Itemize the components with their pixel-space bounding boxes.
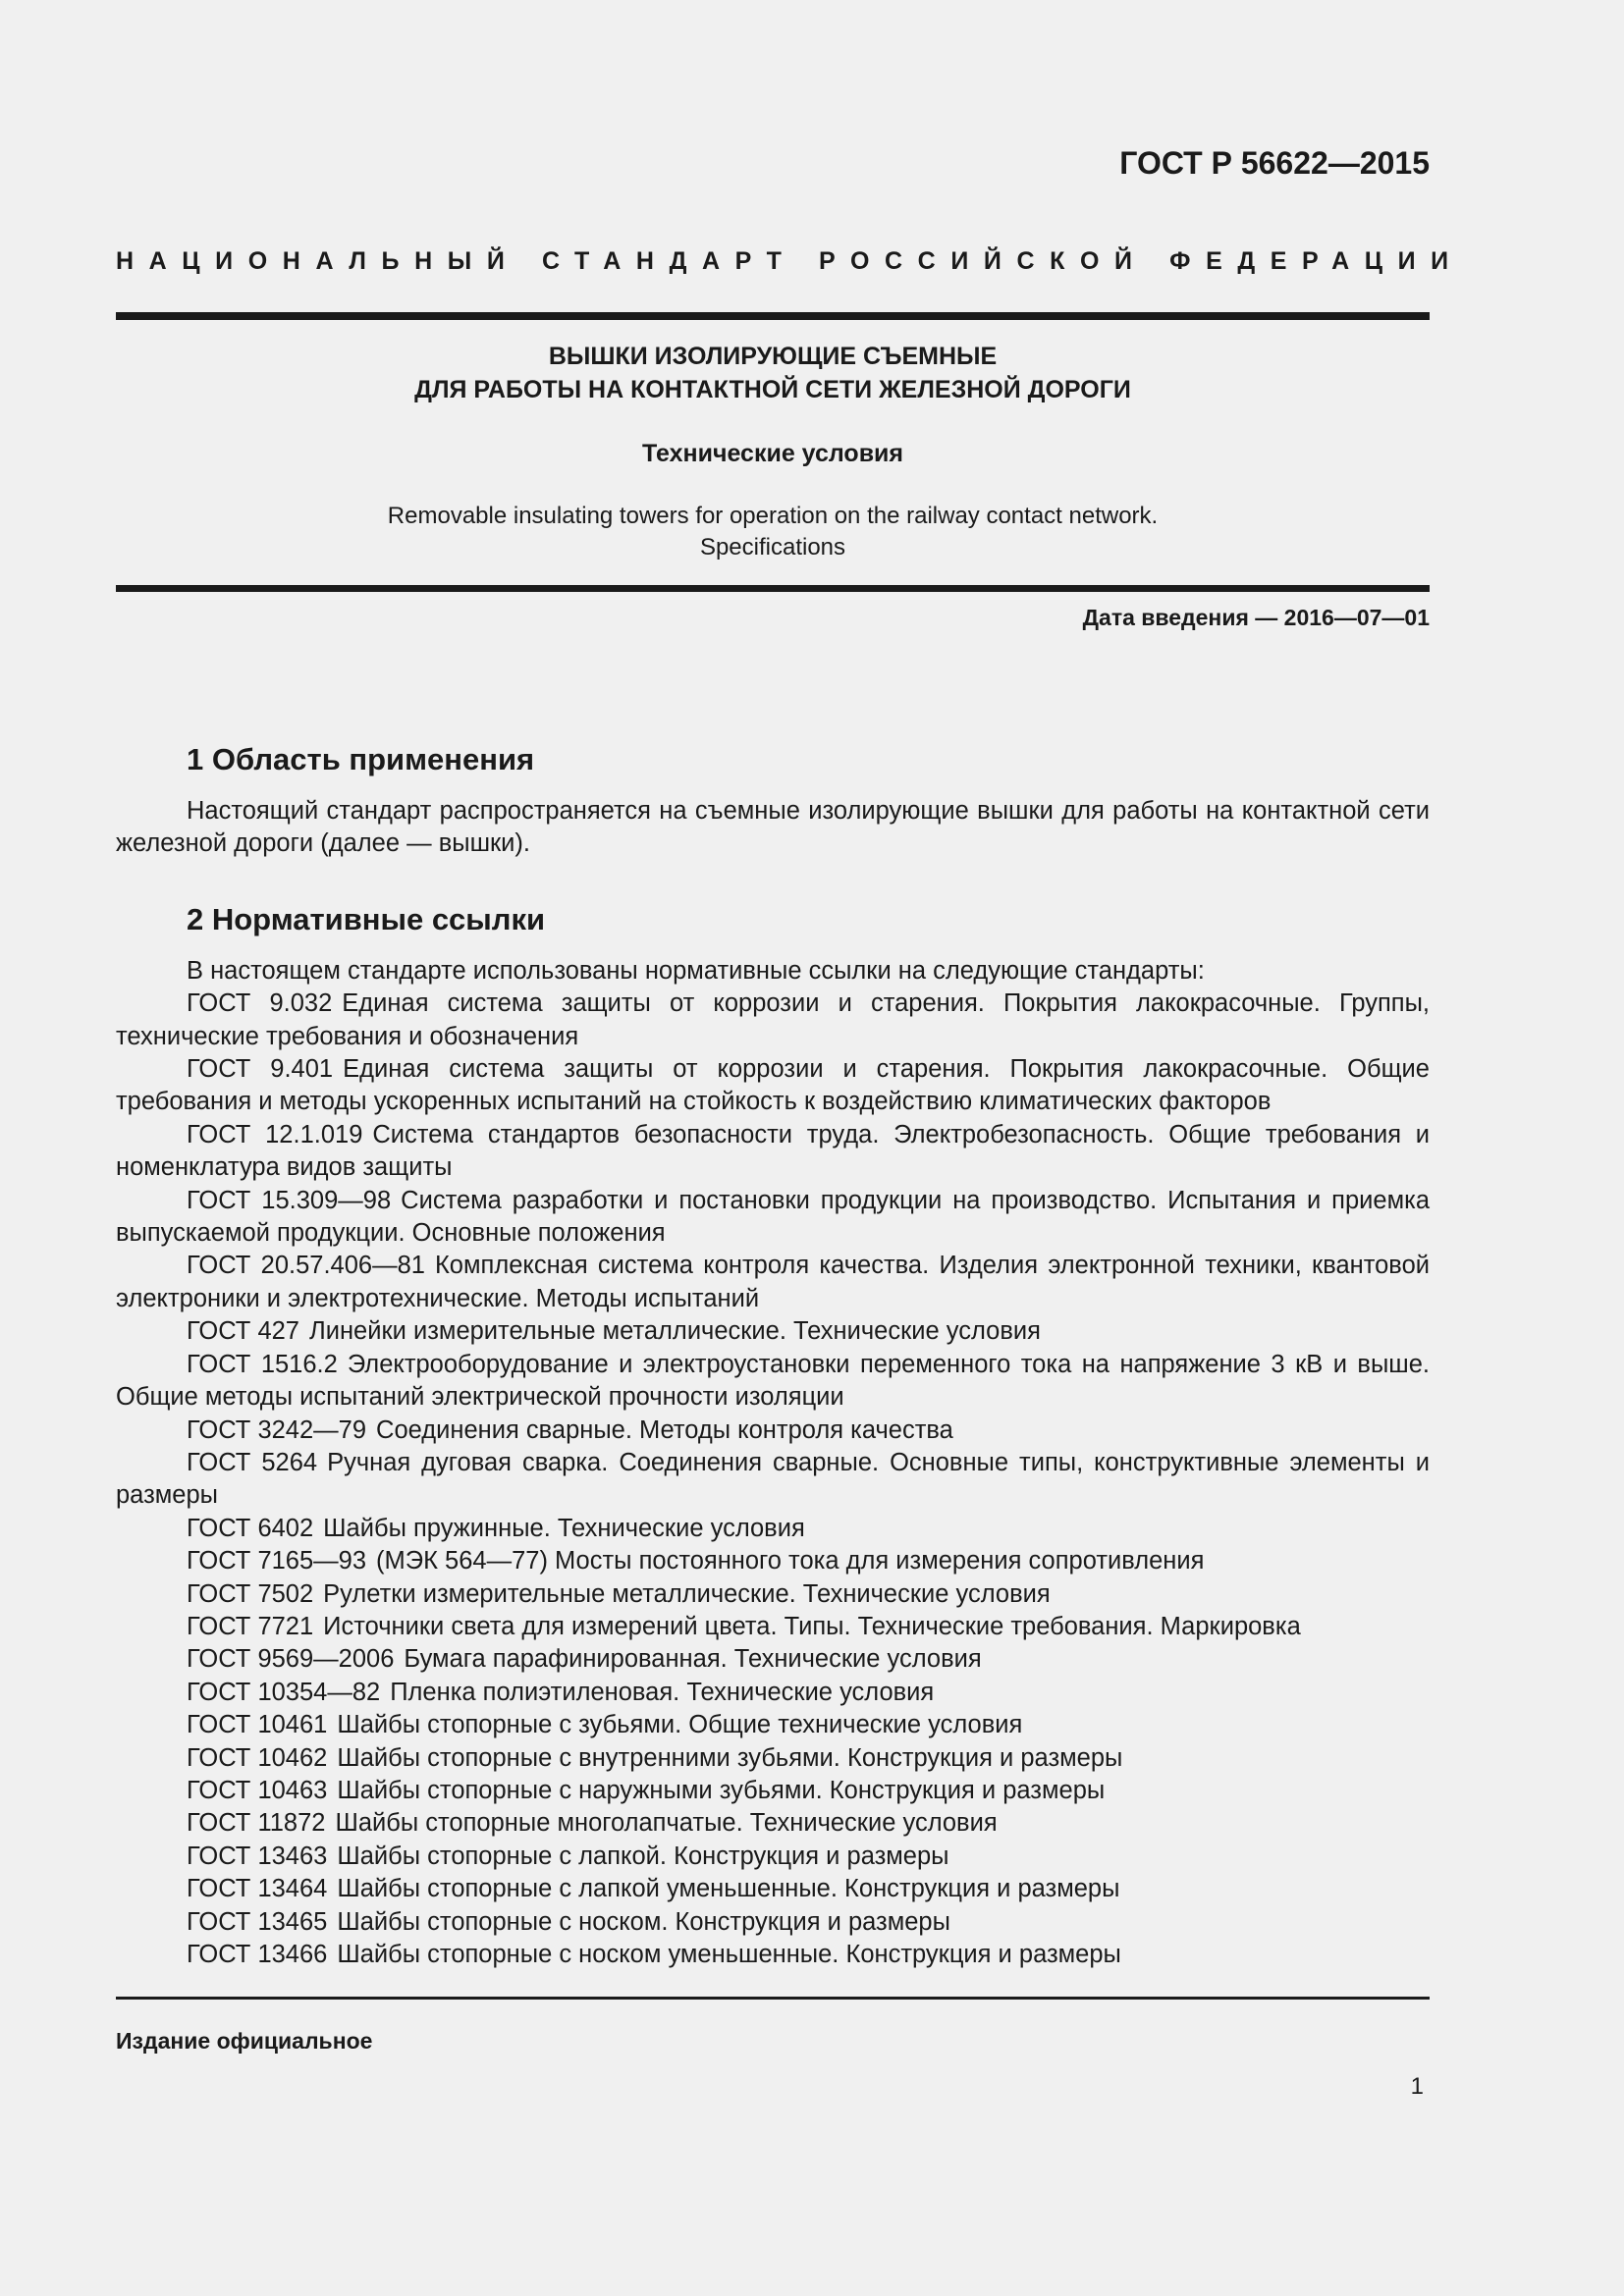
official-edition-label: Издание официальное (116, 2028, 373, 2054)
reference-item (116, 1447, 1430, 1513)
english-title-line-2: Specifications (699, 534, 846, 561)
reference-text: Шайбы стопорные с зубьями. Общие технические условия (337, 1711, 1023, 1739)
reference-item (116, 1742, 1430, 1775)
reference-text: Комплексная система контроля качества. Изделия электронной техники, квантовой электроники и электротехнические. Методы испытаний (116, 1252, 1430, 1312)
top-rule (116, 312, 1430, 320)
reference-code: ГОСТ 10462 (187, 1743, 328, 1772)
reference-text: Единая система защиты от коррозии и старения. Покрытия лакокрасочные. Группы, технические требования и обозначения (116, 989, 1430, 1050)
reference-text: Шайбы стопорные с носком. Конструкция и размеры (337, 1907, 950, 1936)
reference-code: ГОСТ 11872 (187, 1809, 326, 1838)
reference-item (116, 1513, 1430, 1545)
reference-item (116, 1677, 1430, 1709)
bottom-rule (116, 1997, 1430, 2000)
reference-text: Шайбы стопорные с носком уменьшенные. Конструкция и размеры (337, 1941, 1121, 1968)
reference-item (116, 1119, 1430, 1185)
reference-text: Шайбы пружинные. Технические условия (323, 1514, 805, 1542)
section-1-title: 1 Область применения (187, 742, 535, 776)
reference-text: Рулетки измерительные металлические. Технические условия (323, 1579, 1051, 1608)
reference-text: Система разработки и постановки продукции на производство. Испытания и приемка выпускаемой продукции. Основные положения (116, 1186, 1430, 1248)
introduction-date: Дата введения — 2016—07—01 (1082, 605, 1430, 630)
reference-code: ГОСТ 10461 (187, 1711, 328, 1739)
reference-code: ГОСТ 9.032 (187, 989, 333, 1018)
reference-item (116, 1775, 1430, 1807)
section-1-text: Настоящий стандарт распространяется на съемные изолирующие вышки для работы на контактной сети железной дороги (далее — вышки). (116, 797, 1430, 858)
reference-item (116, 1250, 1430, 1315)
reference-code: ГОСТ 9.401 (187, 1055, 334, 1084)
reference-code: ГОСТ 427 (187, 1317, 299, 1346)
reference-item (116, 1185, 1430, 1251)
reference-text: Линейки измерительные металлические. Технические условия (309, 1317, 1041, 1346)
reference-item (116, 1611, 1430, 1643)
reference-text: Шайбы стопорные с лапкой. Конструкция и размеры (337, 1842, 949, 1870)
section-2-title: 2 Нормативные ссылки (187, 901, 546, 936)
reference-code: ГОСТ 10463 (187, 1776, 328, 1804)
reference-text: Бумага парафинированная. Технические условия (404, 1645, 982, 1674)
reference-code: ГОСТ 9569—2006 (187, 1645, 395, 1674)
title-line-1: ВЫШКИ ИЗОЛИРУЮЩИЕ СЪЕМНЫЕ (548, 343, 998, 370)
reference-code: ГОСТ 3242—79 (187, 1415, 367, 1444)
reference-item (116, 1053, 1430, 1119)
reference-text: Шайбы стопорные с лапкой уменьшенные. Конструкция и размеры (337, 1875, 1120, 1903)
reference-item (116, 1349, 1430, 1415)
reference-item (116, 988, 1430, 1053)
reference-item (116, 1873, 1430, 1905)
reference-item (116, 1315, 1430, 1348)
reference-code: ГОСТ 10354—82 (187, 1678, 381, 1706)
reference-text: Шайбы стопорные с внутренними зубьями. Конструкция и размеры (337, 1743, 1123, 1772)
references-list (116, 988, 1430, 1971)
national-standard-heading: НАЦИОНАЛЬНЫЙ СТАНДАРТ РОССИЙСКОЙ ФЕДЕРАЦИИ (116, 247, 1464, 275)
reference-text: Источники света для измерений цвета. Типы. Технические требования. Маркировка (323, 1612, 1301, 1640)
reference-text: Соединения сварные. Методы контроля качества (376, 1415, 953, 1444)
reference-code: ГОСТ 13465 (187, 1907, 328, 1936)
reference-code: ГОСТ 7721 (187, 1612, 314, 1640)
reference-code: ГОСТ 20.57.406—81 (187, 1252, 425, 1280)
reference-code: ГОСТ 1516.2 (187, 1350, 338, 1378)
reference-text: Ручная дуговая сварка. Соединения сварные. Основные типы, конструктивные элементы и размеры (116, 1448, 1431, 1510)
reference-item (116, 1939, 1430, 1971)
title-block (116, 340, 1430, 561)
english-title-line-1: Removable insulating towers for operation on the railway contact network. (387, 503, 1159, 529)
reference-text: Электрооборудование и электроустановки переменного тока на напряжение 3 кВ и выше. Общие методы испытаний электрической прочности изоляции (116, 1350, 1431, 1412)
reference-item (116, 1841, 1430, 1873)
reference-code: ГОСТ 12.1.019 (187, 1120, 363, 1148)
reference-item (116, 1643, 1430, 1676)
page-number: 1 (1410, 2073, 1424, 2100)
title-line-2: ДЛЯ РАБОТЫ НА КОНТАКТНОЙ СЕТИ ЖЕЛЕЗНОЙ ДОРОГИ (414, 376, 1131, 403)
document-number: ГОСТ Р 56622—2015 (1119, 145, 1430, 181)
reference-text: Пленка полиэтиленовая. Технические условия (390, 1678, 935, 1706)
reference-code: ГОСТ 15.309—98 (187, 1186, 392, 1214)
reference-text: Единая система защиты от коррозии и старения. Покрытия лакокрасочные. Общие требования и методы ускоренных испытаний на стойкость к воздействию климатических факторов (116, 1055, 1430, 1116)
title-rule (116, 585, 1430, 592)
reference-code: ГОСТ 7502 (187, 1579, 314, 1608)
reference-item (116, 1807, 1430, 1840)
reference-code: ГОСТ 13463 (187, 1842, 328, 1870)
reference-code: ГОСТ 13464 (187, 1875, 328, 1903)
reference-item (116, 1709, 1430, 1741)
reference-code: ГОСТ 5264 (187, 1448, 318, 1476)
english-title (116, 501, 1430, 563)
reference-text: Шайбы стопорные с наружными зубьями. Конструкция и размеры (337, 1776, 1106, 1804)
reference-text: Шайбы стопорные многолапчатые. Технические условия (335, 1809, 998, 1838)
title-subtitle: Технические условия (641, 440, 904, 467)
reference-item (116, 1906, 1430, 1939)
reference-item (116, 1545, 1430, 1577)
main-content (116, 734, 1430, 1971)
reference-item (116, 1415, 1430, 1447)
reference-text: Система стандартов безопасности труда. Электробезопасность. Общие требования и номенклатура видов защиты (116, 1120, 1431, 1182)
section-2-intro: В настоящем стандарте использованы нормативные ссылки на следующие стандарты: (187, 956, 1205, 985)
reference-code: ГОСТ 6402 (187, 1514, 314, 1542)
reference-text: (МЭК 564—77) Мосты постоянного тока для измерения сопротивления (376, 1547, 1205, 1575)
reference-item (116, 1578, 1430, 1611)
reference-code: ГОСТ 7165—93 (187, 1547, 367, 1575)
reference-code: ГОСТ 13466 (187, 1941, 328, 1968)
